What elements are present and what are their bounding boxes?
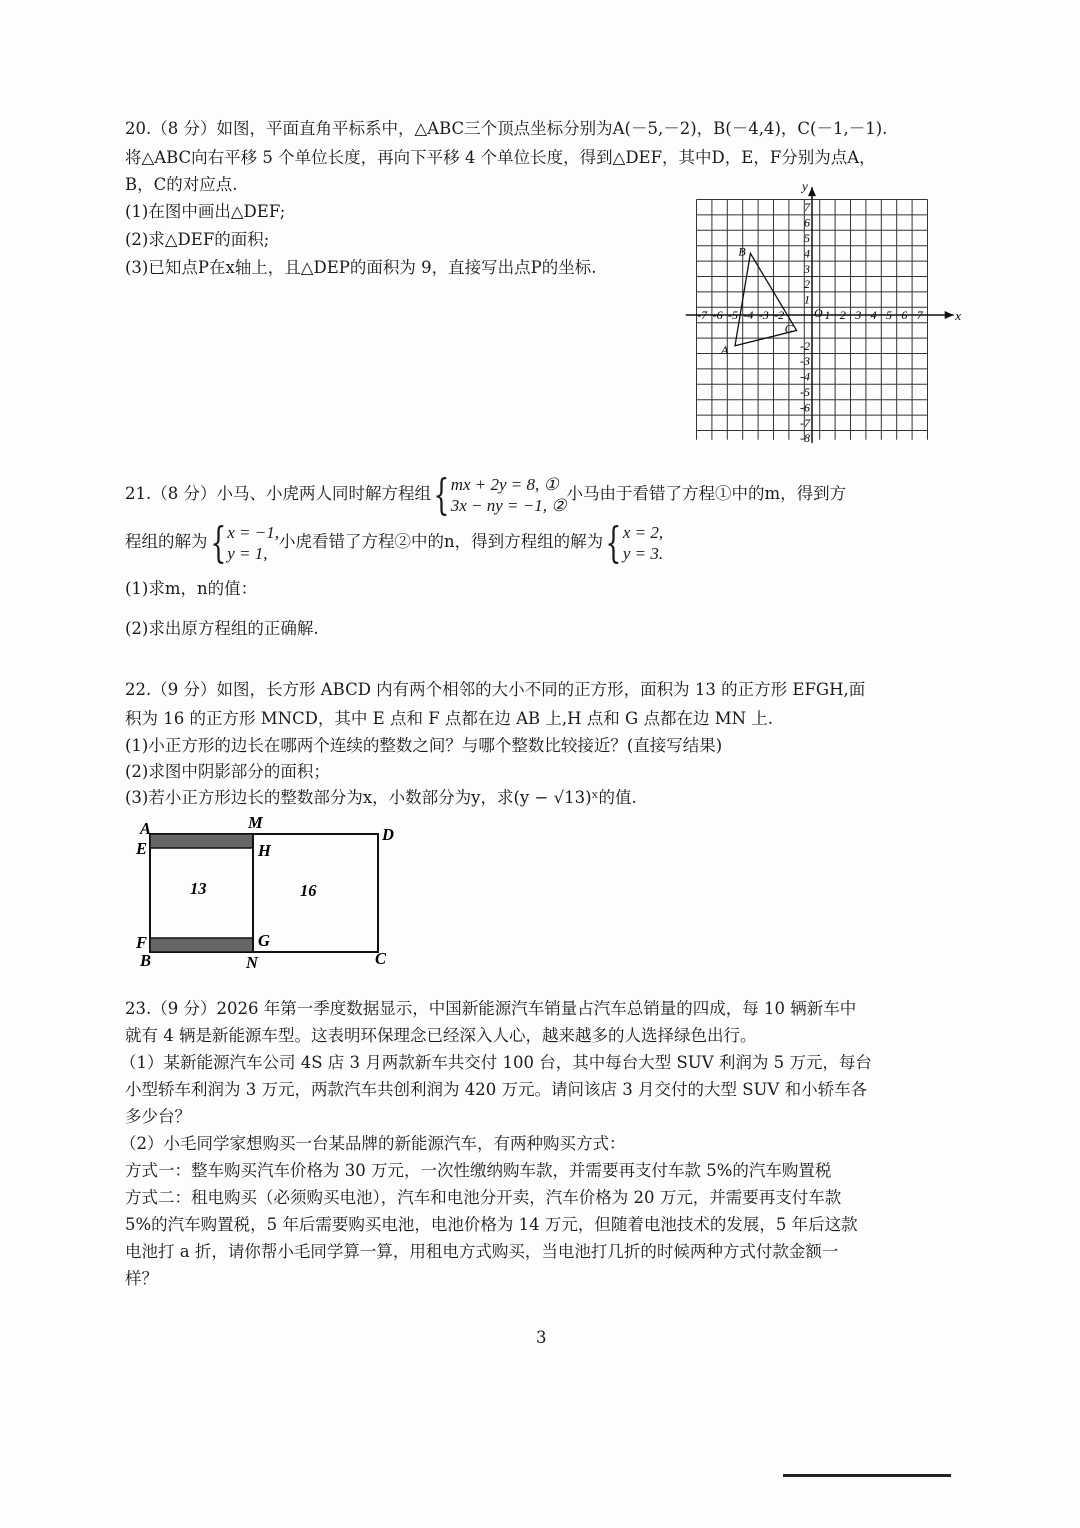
y-axis-arrow [808, 187, 816, 196]
q21-after: 小马由于看错了方程①中的m，得到方 [566, 484, 847, 503]
label-M: M [248, 813, 263, 832]
label-A: A [140, 819, 152, 838]
equation-system: { mx + 2y = 8, ① 3x − ny = −1, ② [433, 469, 567, 519]
q23-line9: 5%的汽车购置税，5 年后需要购买电池，电池价格为 14 万元，但随着电池技术的发展，5 年后这款 [125, 1215, 858, 1234]
y-tick-label: 1 [804, 292, 810, 307]
q23-line3: （1）某新能源汽车公司 4S 店 3 月两款新车共交付 100 台，其中每台大型 SUV 利润为 5 万元，每台 [120, 1053, 872, 1072]
y-tick-label: 6 [804, 215, 810, 230]
q23-line11: 样？ [125, 1269, 158, 1288]
x-tick-label: 7 [916, 308, 923, 322]
q23-line5: 多少台？ [125, 1107, 191, 1126]
point-label-a: A [721, 342, 729, 357]
y-tick-label: 5 [804, 231, 810, 245]
q21-intro: 21.（8 分）小马、小虎两人同时解方程组 [125, 484, 431, 503]
q22-part1: (1)小正方形的边长在哪两个连续的整数之间？与哪个整数比较接近？(直接写结果) [125, 736, 723, 755]
q21-line2a: 程组的解为 [125, 532, 208, 551]
q20-part1: (1)在图中画出△DEF; [125, 202, 286, 221]
q21-line2b: 小虎看错了方程②中的n，得到方程组的解为 [278, 532, 604, 551]
solution-1: { x = −1, y = 1, [209, 517, 279, 567]
x-axis-label: x [955, 308, 962, 323]
q23-line2: 就有 4 辆是新能源车型。这表明环保理念已经深入人心，越来越多的人选择绿色出行。 [125, 1026, 757, 1045]
page-number: 3 [536, 1328, 547, 1347]
x-tick-label: -6 [712, 308, 723, 322]
y-tick-label: -6 [800, 400, 810, 415]
y-tick-label: 2 [804, 277, 810, 292]
x-tick-label: -4 [743, 308, 754, 322]
y-tick-label: -4 [800, 369, 810, 384]
y-tick-label: -7 [800, 415, 810, 430]
y-tick-label: -5 [800, 385, 810, 399]
label-F: F [136, 933, 148, 952]
x-tick-label: -3 [758, 308, 769, 322]
origin-label: O [814, 306, 823, 320]
x-tick-label: -2 [774, 308, 785, 322]
q20-line3: B，C的对应点. [125, 175, 238, 194]
label-E: E [136, 839, 148, 858]
sol2-y: y = 3. [622, 543, 664, 563]
label-N: N [246, 953, 258, 972]
sol1-x: x = −1, [227, 522, 279, 542]
q23-line7: 方式一：整车购买汽车价格为 30 万元，一次性缴纳购车款，并需要再支付车款 5%的汽车购置税 [125, 1161, 832, 1180]
y-tick-label: -2 [800, 338, 810, 353]
q23-line4: 小型轿车利润为 3 万元，两款汽车共创利润为 420 万元。请问该店 3 月交付的大型 SUV 和小轿车各 [125, 1080, 868, 1099]
q21-line2 [125, 517, 664, 567]
label-D: D [382, 825, 394, 844]
q21-line1 [125, 469, 847, 519]
q20-line1: 20.（8 分）如图，平面直角平标系中，△ABC三个顶点坐标分别为A(－5,－2)，B(－4,4)，C(－1,－1). [125, 119, 888, 138]
rectangle-figure [130, 812, 410, 972]
sol1-y: y = 1, [227, 543, 268, 563]
q20-line2: 将△ABC向右平移 5 个单位长度，再向下平移 4 个单位长度，得到△DEF，其中D，E，F分别为点A， [125, 148, 876, 167]
x-tick-label: 1 [824, 308, 831, 322]
x-tick-label: -7 [697, 308, 708, 322]
label-H: H [258, 841, 271, 860]
point-label-b: B [738, 244, 746, 259]
q22-part2: (2)求图中阴影部分的面积； [125, 762, 330, 781]
equation-1: mx + 2y = 8, ① [450, 474, 559, 494]
q22-line2: 积为 16 的正方形 MNCD，其中 E 点和 F 点都在边 AB 上,H 点和 G 点都在边 MN 上. [125, 709, 774, 728]
x-tick-label: 6 [901, 308, 908, 322]
q20-part2: (2)求△DEF的面积; [125, 230, 270, 249]
q23-line10: 电池打 a 折，请你帮小毛同学算一算，用租电方式购买，当电池打几折的时候两种方式付款金额一 [125, 1242, 839, 1261]
label-G: G [258, 931, 270, 950]
y-tick-label: 3 [804, 261, 810, 276]
label-C: C [375, 949, 387, 968]
coordinate-grid [680, 170, 970, 445]
q22-part3: (3)若小正方形边长的整数部分为x，小数部分为y，求(y − √13)ˣ的值. [125, 788, 637, 807]
area-13: 13 [190, 879, 207, 898]
point-label-c: C [784, 321, 793, 336]
shaded-top [150, 834, 253, 848]
y-tick-label: -8 [800, 431, 810, 445]
q21-part1: (1)求m，n的值： [125, 579, 258, 598]
q23-line8: 方式二：租电购买（必须购买电池），汽车和电池分开卖，汽车价格为 20 万元，并需要再支付车款 [125, 1188, 842, 1207]
y-tick-label: 7 [804, 200, 810, 215]
label-B: B [140, 951, 152, 970]
x-tick-label: 5 [886, 308, 892, 322]
shaded-bottom [150, 938, 253, 952]
sol2-x: x = 2, [622, 522, 664, 542]
q23-line1: 23.（9 分）2026 年第一季度数据显示，中国新能源汽车销量占汽车总销量的四成，每 10 辆新车中 [125, 999, 857, 1018]
q22-line1: 22.（9 分）如图，长方形 ABCD 内有两个相邻的大小不同的正方形，面积为 13 的正方形 EFGH,面 [125, 680, 866, 699]
q21-part2: (2)求出原方程组的正确解. [125, 619, 319, 638]
y-tick-label: 4 [804, 246, 810, 261]
x-tick-label: 3 [855, 308, 862, 322]
y-tick-label: -3 [800, 354, 810, 369]
x-tick-label: -5 [728, 308, 738, 322]
q23-line6: （2）小毛同学家想购买一台某品牌的新能源汽车，有两种购买方式： [120, 1134, 626, 1153]
area-16: 16 [300, 881, 317, 900]
x-tick-label: 2 [839, 308, 846, 322]
solution-2: { x = 2, y = 3. [605, 517, 664, 567]
footer-rule [783, 1474, 951, 1477]
y-axis-label: y [802, 178, 808, 194]
x-axis-arrow [945, 311, 954, 319]
q20-part3: (3)已知点P在x轴上，且△DEP的面积为 9，直接写出点P的坐标. [125, 258, 597, 277]
x-tick-label: 4 [870, 308, 877, 322]
equation-2: 3x − ny = −1, ② [450, 495, 567, 515]
